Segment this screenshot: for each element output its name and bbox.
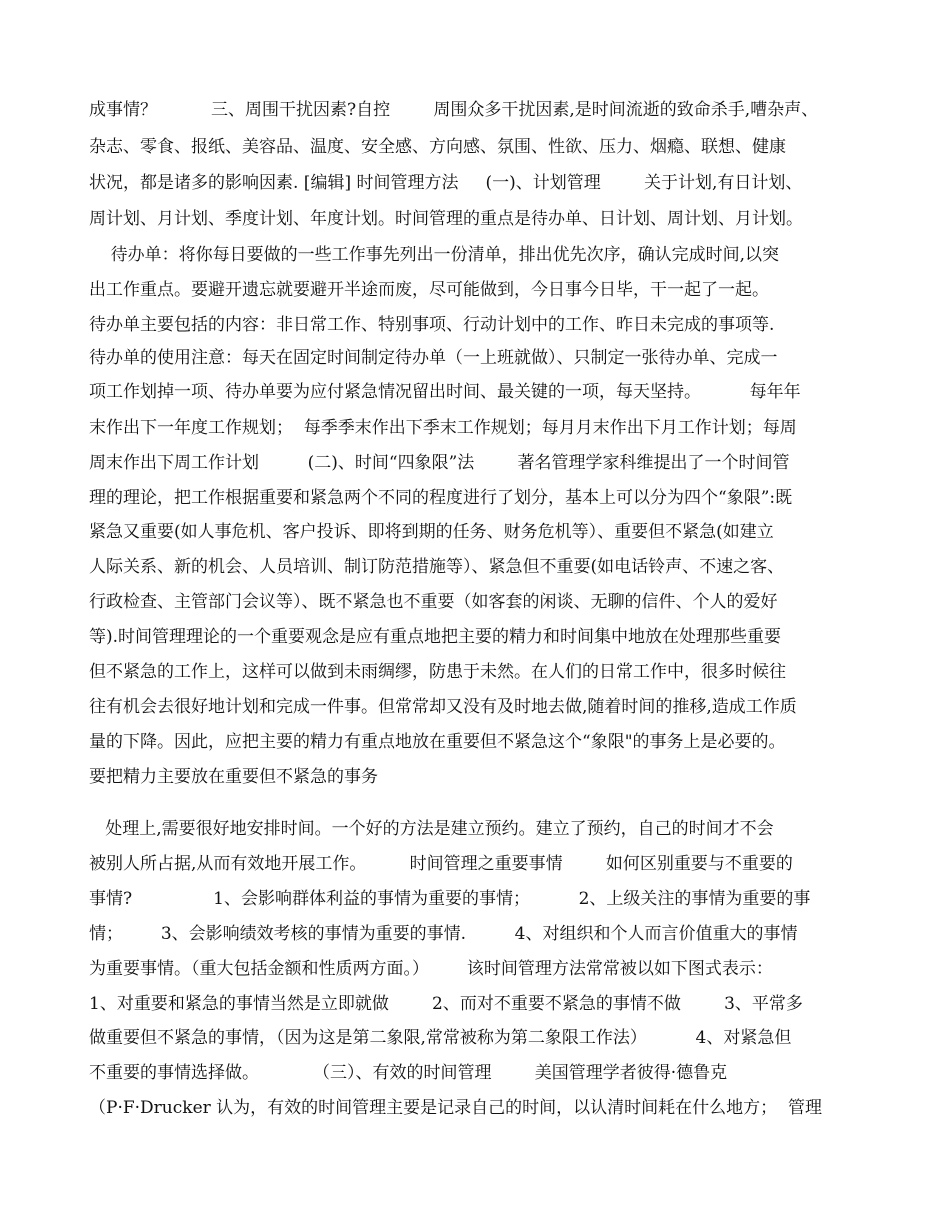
text-line: 待办单：将你每日要做的一些工作事先列出一份清单，排出优先次序，确认完成时间,以突	[89, 245, 780, 265]
text-line: 出工作重点。要避开遗忘就要避开半途而废，尽可能做到，今日事今日毕，干一起了一起。	[89, 280, 769, 300]
text-line: 被别人所占据,从而有效地开展工作。 时间管理之重要事情 如何区别重要与不重要的	[89, 854, 793, 874]
text-line: 但不紧急的工作上，这样可以做到未雨绸缪，防患于未然。在人们的日常工作中，很多时候往	[89, 662, 786, 682]
text-line: 不重要的事情选择做。 （三）、有效的时间管理 美国管理学者彼得·德鲁克	[89, 1063, 728, 1083]
text-line: 事情? 1、会影响群体利益的事情为重要的事情； 2、上级关注的事情为重要的事	[89, 889, 811, 909]
text-line: 周计划、月计划、季度计划、年度计划。时间管理的重点是待办单、日计划、周计划、月计划。	[89, 209, 803, 229]
text-line: 为重要事情。（重大包括金额和性质两方面。） 该时间管理方法常常被以如下图式表示：	[89, 959, 773, 979]
text-line: 待办单的使用注意：每天在固定时间制定待办单（一上班就做）、只制定一张待办单、完成一	[89, 348, 778, 368]
text-line: 做重要但不紧急的事情，（因为这是第二象限,常常被称为第二象限工作法） 4、对紧急但	[89, 1028, 792, 1048]
text-line: 行政检查、主管部门会议等）、既不紧急也不重要（如客套的闲谈、无聊的信件、个人的爱好	[89, 592, 778, 612]
text-line: 要把精力主要放在重要但不紧急的事务	[89, 767, 378, 787]
text-line: 状况，都是诸多的影响因素. [编辑] 时间管理方法 (一)、计划管理 关于计划,有日计划、	[89, 173, 803, 193]
text-line: （P·F·Drucker 认为，有效的时间管理主要是记录自己的时间，以认清时间耗在什么地方； 管理	[89, 1098, 822, 1118]
text-line: 1、对重要和紧急的事情当然是立即就做 2、而对不重要不紧急的事情不做 3、平常多	[89, 994, 803, 1014]
text-line: 项工作划掉一项、待办单要为应付紧急情况留出时间、最关键的一项，每天坚持。 每年年	[89, 382, 801, 402]
text-line: 量的下降。因此，应把主要的精力有重点地放在重要但不紧急这个“象限"的事务上是必要的。	[89, 732, 786, 752]
text-line: 末作出下一年度工作规划； 每季季末作出下季末工作规划；每月月末作出下月工作计划；每周	[89, 418, 797, 438]
text-line: 理的理论，把工作根据重要和紧急两个不同的程度进行了划分，基本上可以分为四个“象限”:既	[89, 488, 793, 508]
text-line: 等).时间管理理论的一个重要观念是应有重点地把主要的精力和时间集中地放在处理那些重要	[89, 627, 782, 647]
text-line: 紧急又重要(如人事危机、客户投诉、即将到期的任务、财务危机等）、重要但不紧急(如建立	[89, 522, 774, 542]
text-line: 往有机会去很好地计划和完成一件事。但常常却又没有及时地去做,随着时间的推移,造成工作质	[89, 697, 797, 717]
text-line: 处理上,需要很好地安排时间。一个好的方法是建立预约。建立了预约，自己的时间才不会	[89, 819, 774, 839]
text-line: 周末作出下周工作计划 (二)、时间“四象限”法 著名管理学家科维提出了一个时间管	[89, 453, 790, 473]
text-line: 成事情？ 三、周围干扰因素?自控 周围众多干扰因素,是时间流逝的致命杀手,嘈杂声、	[89, 100, 819, 120]
text-line: 杂志、零食、报纸、美容品、温度、安全感、方向感、氛围、性欲、压力、烟瘾、联想、健康	[89, 137, 786, 157]
text-line: 待办单主要包括的内容：非日常工作、特别事项、行动计划中的工作、昨日未完成的事项等.	[89, 315, 775, 335]
text-line: 人际关系、新的机会、人员培训、制订防范措施等）、紧急但不重要(如电话铃声、不速之客、	[89, 557, 785, 577]
text-line: 情； 3、会影响绩效考核的事情为重要的事情. 4、对组织和个人而言价值重大的事情	[89, 924, 798, 944]
